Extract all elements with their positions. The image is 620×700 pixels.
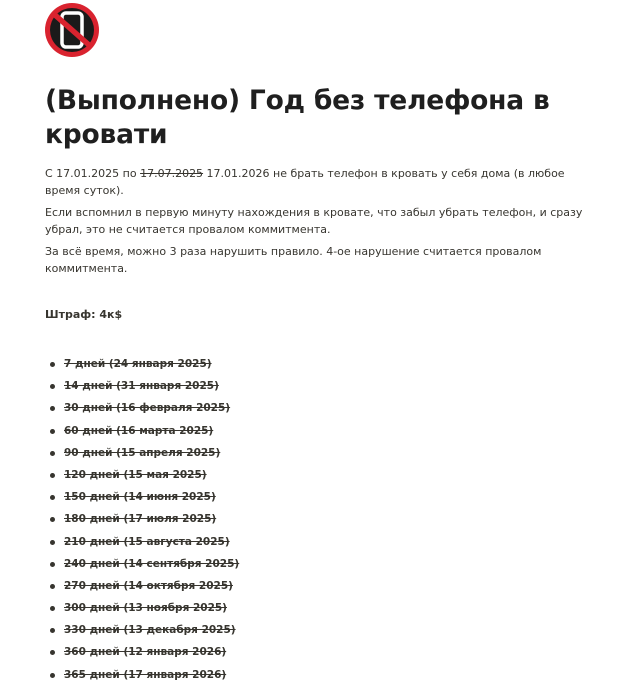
- list-item: 210 дней (15 августа 2025): [45, 531, 590, 553]
- list-item: 150 дней (14 июня 2025): [45, 486, 590, 508]
- list-item: 330 дней (13 декабря 2025): [45, 619, 590, 641]
- list-item: 7 дней (24 января 2025): [45, 353, 590, 375]
- bullet-icon: [50, 562, 55, 567]
- paragraph-exception: Если вспомнил в первую минуту нахождения в кровате, что забыл убрать телефон, и сразу убрал, это не считается провалом коммитмента.: [45, 206, 583, 236]
- dates-prefix: С 17.01.2025 по: [45, 167, 141, 180]
- bullet-icon: [50, 362, 55, 367]
- bullet-icon: [50, 384, 55, 389]
- bullet-icon: [50, 495, 55, 500]
- bullet-icon: [50, 628, 55, 633]
- page-icon[interactable]: [44, 2, 100, 58]
- list-item: 270 дней (14 октября 2025): [45, 575, 590, 597]
- list-item: 30 дней (16 февраля 2025): [45, 397, 590, 419]
- list-item: 240 дней (14 сентября 2025): [45, 553, 590, 575]
- paragraph-dates: [45, 165, 590, 199]
- list-item: 60 дней (16 марта 2025): [45, 420, 590, 442]
- no-phone-icon: [44, 2, 100, 58]
- bullet-icon: [50, 540, 55, 545]
- bullet-icon: [50, 517, 55, 522]
- bullet-icon: [50, 451, 55, 456]
- list-item: 90 дней (15 апреля 2025): [45, 442, 590, 464]
- page-content: [45, 165, 590, 686]
- milestones-list: [45, 353, 590, 686]
- list-item: 365 дней (17 января 2026): [45, 664, 590, 686]
- list-item: 120 дней (15 мая 2025): [45, 464, 590, 486]
- bullet-icon: [50, 406, 55, 411]
- list-item: 14 дней (31 января 2025): [45, 375, 590, 397]
- bullet-icon: [50, 584, 55, 589]
- penalty-text: Штраф: 4к$: [45, 308, 123, 321]
- list-item: 300 дней (13 ноября 2025): [45, 597, 590, 619]
- list-item: 360 дней (12 января 2026): [45, 641, 590, 663]
- list-item: 180 дней (17 июля 2025): [45, 508, 590, 530]
- struck-date: 17.07.2025: [140, 167, 204, 180]
- bullet-icon: [50, 606, 55, 611]
- page-title[interactable]: (Выполнено) Год без телефона в кровати: [45, 85, 550, 150]
- bullet-icon: [50, 473, 55, 478]
- bullet-icon: [50, 650, 55, 655]
- bullet-icon: [50, 429, 55, 434]
- dates-suffix: не брать телефон в кровать у себя дома (в любое время суток).: [45, 167, 565, 197]
- paragraph-violations: За всё время, можно 3 раза нарушить правило. 4-ое нарушение считается провалом коммитмента.: [45, 245, 542, 275]
- bullet-icon: [50, 673, 55, 678]
- new-date: 17.01.2026: [203, 167, 270, 180]
